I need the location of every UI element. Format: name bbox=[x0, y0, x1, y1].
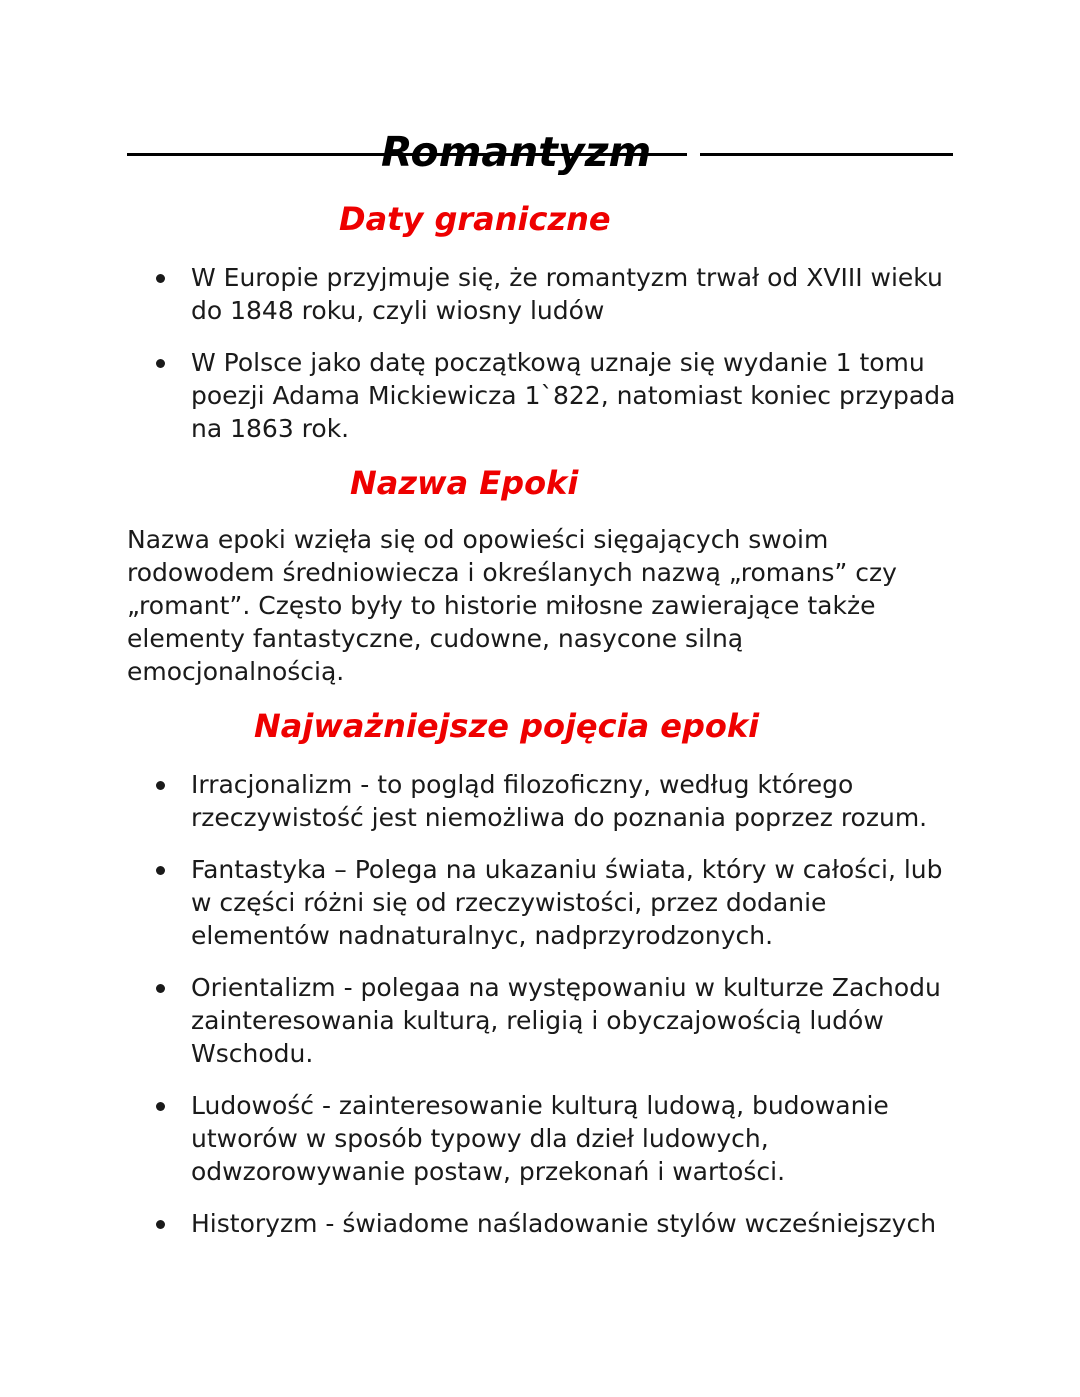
bullet-icon bbox=[156, 1102, 165, 1111]
list-item bbox=[127, 768, 957, 834]
list-item-text: Irracjonalizm - to pogląd filozoficzny, według którego rzeczywistość jest niemożliwa do poznania poprzez rozum. bbox=[191, 770, 928, 832]
list-item bbox=[127, 1207, 957, 1240]
bullet-icon bbox=[156, 1220, 165, 1229]
list-item-text: Historyzm - świadome naśladowanie stylów wcześniejszych bbox=[191, 1209, 937, 1238]
heading-najwazniejsze-pojecia: Najważniejsze pojęcia epoki bbox=[254, 707, 760, 745]
bullet-icon bbox=[156, 274, 165, 283]
bullet-icon bbox=[156, 781, 165, 790]
bullet-icon bbox=[156, 866, 165, 875]
heading-nazwa-epoki: Nazwa Epoki bbox=[350, 464, 579, 502]
list-item bbox=[127, 261, 957, 327]
list-item bbox=[127, 1089, 957, 1188]
page-title: Romantyzm bbox=[381, 128, 652, 176]
list-item-text: W Europie przyjmuje się, że romantyzm trwał od XVIII wieku do 1848 roku, czyli wiosny ludów bbox=[191, 263, 943, 325]
list-pojecia-epoki bbox=[127, 768, 957, 1259]
title-underline-right bbox=[700, 153, 953, 156]
list-daty-graniczne bbox=[127, 261, 957, 464]
bullet-icon bbox=[156, 984, 165, 993]
list-item bbox=[127, 971, 957, 1070]
bullet-icon bbox=[156, 359, 165, 368]
list-item bbox=[127, 853, 957, 952]
heading-daty-graniczne: Daty graniczne bbox=[339, 200, 611, 238]
list-item-text: Fantastyka – Polega na ukazaniu świata, który w całości, lub w części różni się od rzeczywistości, przez dodanie elementów nadnaturalnyc, nadprzyrodzonych. bbox=[191, 855, 943, 950]
paragraph-nazwa-epoki: Nazwa epoki wzięła się od opowieści sięgających swoim rodowodem średniowiecza i określanych nazwą „romans” czy „romant”. Często były to historie miłosne zawierające także elementy fantastyczne, cudowne, nasycone silną emocjonalnością. bbox=[127, 525, 897, 686]
list-item-text: Ludowość - zainteresowanie kulturą ludową, budowanie utworów w sposób typowy dla dzieł ludowych, odwzorowywanie postaw, przekonań i wartości. bbox=[191, 1091, 889, 1186]
title-row bbox=[127, 124, 953, 184]
list-item-text: Orientalizm - polegaa na występowaniu w kulturze Zachodu zainteresowania kulturą, religią i obyczajowością ludów Wschodu. bbox=[191, 973, 941, 1068]
list-item-text: W Polsce jako datę początkową uznaje się wydanie 1 tomu poezji Adama Mickiewicza 1`822, natomiast koniec przypada na 1863 rok. bbox=[191, 348, 956, 443]
list-item bbox=[127, 346, 957, 445]
